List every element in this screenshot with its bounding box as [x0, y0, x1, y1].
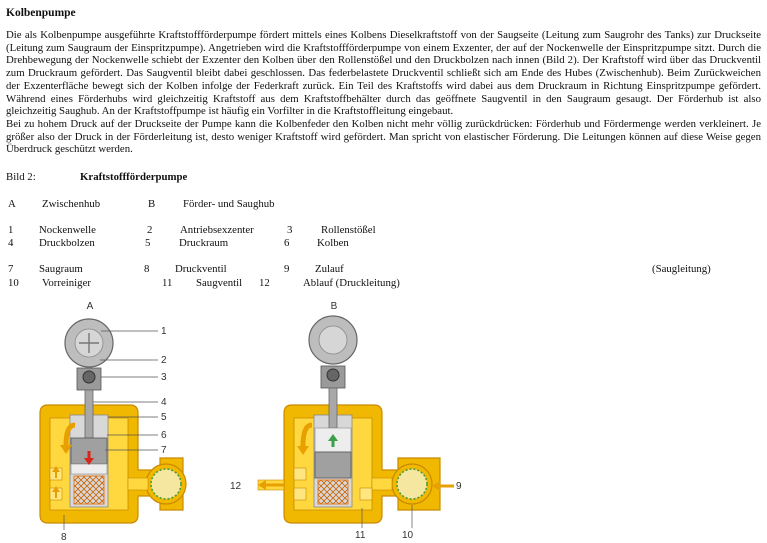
label-1: 1 — [161, 326, 167, 337]
legend-num: 8 — [144, 263, 150, 275]
legend-text: Antriebsexzenter — [180, 224, 254, 236]
legend-text-a: Zwischenhub — [42, 198, 101, 210]
legend-text: Nockenwelle — [39, 224, 96, 236]
legend-num: 7 — [8, 263, 14, 275]
label-b: B — [330, 301, 338, 312]
legend-text: Saugraum — [39, 263, 83, 275]
label-4: 4 — [161, 397, 167, 408]
paragraph-1: Die als Kolbenpumpe ausgeführte Kraftstoffförderpumpe fördert mittels eines Kolbens Dieselkraftstoff von der Saugseite (Leitung zum Saugrohr des Tanks) zur Druckseite (Leitung zum Saugraum der Einspritzpumpe). Angetrieben wird die Kraftstoffförderpumpe von einem Exzenter, der auf der Nockenwelle der Einspritzpumpe sitzt. Durch die Drehbewegung der Nockenwelle schiebt der Exzenter den Kolben über den Rollenstößel und den Druckbolzen nach innen (Bild 2). Der Kraftstoff wird über das Druckventil zum Druckraum gefördert. Das Saugventil bleibt dabei geschlossen. Das federbelastete Druckventil schließt sich am Ende des Hubes (Zwischenhub). Beim Zurückweichen der Exzenterfläche bewegt sich der Kolben infolge der Federkraft zurück. Ein Teil des Kraftstoffs wird dabei aus dem Druckraum in Richtung Einspritzpumpe gefördert. Während eines Förderhubs wird gleichzeitig Kraftstoff aus dem Kraftstoffbehälter durch das geöffnete Saugventil in den Saugraum gesaugt. Der Förderhub ist also gleichzeitig Saughub. An der Kraftstoffpumpe ist häufig ein Vorfilter in die Kraftstoffleitung eingebaut. — [6, 29, 761, 118]
label-8: 8 — [61, 532, 67, 543]
label-6: 6 — [161, 430, 167, 441]
label-5: 5 — [161, 412, 167, 423]
legend-num: 6 — [284, 237, 290, 249]
label-11: 11 — [355, 530, 366, 541]
legend-num: 9 — [284, 263, 290, 275]
legend-num: 3 — [287, 224, 293, 236]
legend-key-b: B — [148, 198, 156, 210]
paragraph-2: Bei zu hohem Druck auf der Druckseite der Pumpe kann die Kolbenfeder den Kolben nicht mehr völlig zurückdrücken: Förderhub und Fördermenge werden verkleinert. Je größer also der Druck in der Förderleitung ist, desto weniger Kraftstoff wird gefördert. Man spricht von elastischer Förderung. Die Leitungen können auf diese Weise gegen Überdruck geschützt werden. — [6, 117, 761, 156]
figure-caption: Kraftstoffförderpumpe — [80, 171, 188, 183]
legend-text: Druckventil — [175, 263, 227, 275]
figure-label: Bild 2: — [6, 171, 36, 183]
legend-text: Kolben — [317, 237, 349, 249]
legend-num: 10 — [8, 277, 19, 289]
legend-num: 12 — [259, 277, 270, 289]
legend-text: Druckbolzen — [39, 237, 95, 249]
legend-text: Zulauf — [315, 263, 344, 275]
legend-note: (Saugleitung) — [652, 263, 711, 275]
legend-text: Druckraum — [179, 237, 229, 249]
legend-text-b: Förder- und Saughub — [183, 198, 275, 210]
label-9: 9 — [456, 481, 462, 492]
label-12: 12 — [230, 481, 242, 492]
legend-text: Rollenstößel — [321, 224, 376, 236]
document-title: Kolbenpumpe — [6, 7, 76, 19]
legend-num: 11 — [162, 277, 173, 289]
label-7: 7 — [161, 445, 167, 456]
legend-num: 4 — [8, 237, 14, 249]
label-2: 2 — [161, 355, 167, 366]
label-3: 3 — [161, 372, 167, 383]
legend-text: Vorreiniger — [42, 277, 91, 289]
legend-key-a: A — [8, 198, 16, 210]
label-10: 10 — [402, 530, 414, 541]
pump-b-illustration — [258, 316, 454, 523]
label-a: A — [86, 301, 94, 312]
legend-text: Ablauf (Druckleitung) — [303, 277, 400, 289]
legend-text: Saugventil — [196, 277, 243, 289]
legend-num: 5 — [145, 237, 151, 249]
legend-num: 1 — [8, 224, 14, 236]
legend-num: 2 — [147, 224, 153, 236]
